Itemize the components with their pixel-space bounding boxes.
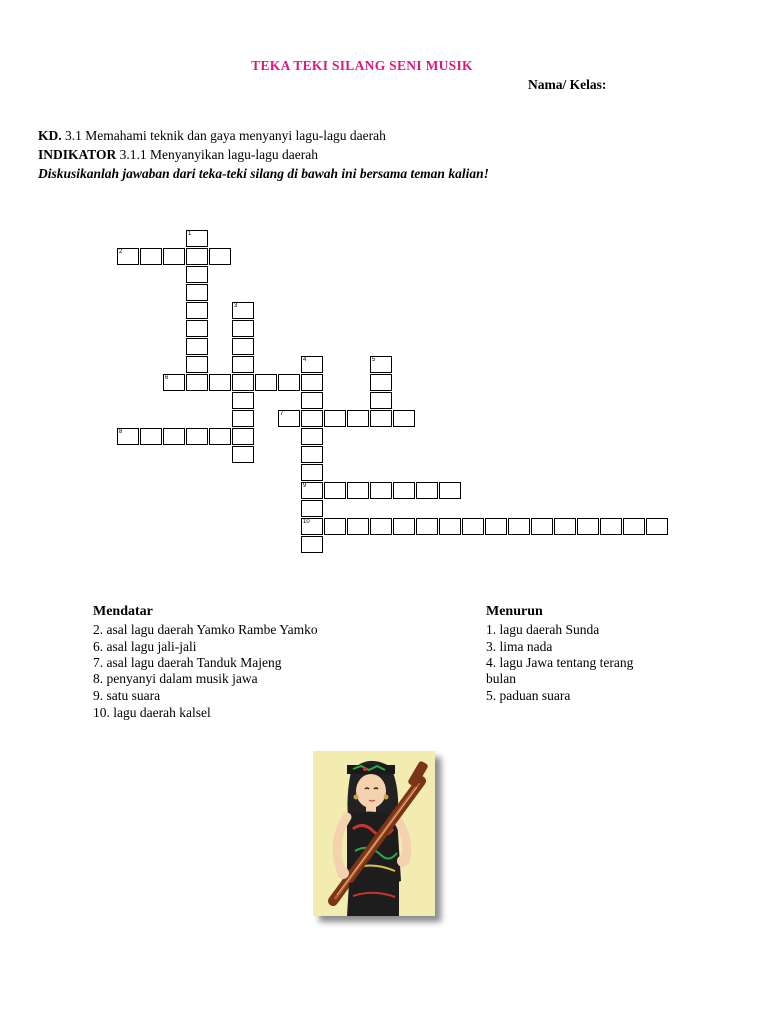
kd-label: KD. [38, 128, 62, 143]
crossword-cell[interactable] [370, 410, 392, 427]
clue-number: 8 [119, 429, 123, 435]
crossword-cell[interactable] [301, 392, 323, 409]
clue-down: bulan [486, 671, 516, 686]
clue-number: 3 [234, 303, 238, 309]
crossword-cell[interactable] [347, 410, 369, 427]
crossword-cell[interactable] [255, 374, 277, 391]
crossword-cell[interactable] [186, 356, 208, 373]
crossword-cell[interactable] [370, 356, 392, 373]
crossword-cell[interactable] [301, 482, 323, 499]
dayak-musician-illustration [313, 751, 435, 916]
crossword-cell[interactable] [301, 500, 323, 517]
crossword-cell[interactable] [186, 284, 208, 301]
crossword-cell[interactable] [301, 464, 323, 481]
crossword-cell[interactable] [232, 392, 254, 409]
crossword-cell[interactable] [186, 374, 208, 391]
crossword-cell[interactable] [554, 518, 576, 535]
indikator-label: INDIKATOR [38, 147, 117, 162]
crossword-cell[interactable] [232, 410, 254, 427]
crossword-cell[interactable] [232, 428, 254, 445]
crossword-cell[interactable] [600, 518, 622, 535]
crossword-cell[interactable] [278, 374, 300, 391]
crossword-cell[interactable] [117, 248, 139, 265]
crossword-cell[interactable] [278, 410, 300, 427]
kd-line [38, 128, 386, 144]
crossword-cell[interactable] [370, 374, 392, 391]
crossword-cell[interactable] [370, 392, 392, 409]
clue-down: 3. lima nada [486, 639, 553, 654]
clue-across: 10. lagu daerah kalsel [93, 705, 211, 720]
clue-across: 8. penyanyi dalam musik jawa [93, 671, 258, 686]
page-title: TEKA TEKI SILANG SENI MUSIK [251, 58, 473, 73]
crossword-cell[interactable] [301, 410, 323, 427]
clue-down: 4. lagu Jawa tentang terang [486, 655, 634, 670]
crossword-cell[interactable] [462, 518, 484, 535]
crossword-cell[interactable] [209, 428, 231, 445]
clue-number: 10 [303, 519, 310, 525]
clue-across: 2. asal lagu daerah Yamko Rambe Yamko [93, 622, 318, 637]
crossword-cell[interactable] [531, 518, 553, 535]
crossword-cell[interactable] [209, 248, 231, 265]
crossword-cell[interactable] [393, 518, 415, 535]
crossword-cell[interactable] [508, 518, 530, 535]
crossword-cell[interactable] [163, 428, 185, 445]
crossword-cell[interactable] [301, 518, 323, 535]
clue-down: 5. paduan suara [486, 688, 571, 703]
crossword-cell[interactable] [416, 518, 438, 535]
clue-number: 5 [372, 357, 376, 363]
indikator-text: 3.1.1 Menyanyikan lagu-lagu daerah [116, 147, 318, 162]
crossword-cell[interactable] [577, 518, 599, 535]
crossword-cell[interactable] [301, 428, 323, 445]
clue-across: 6. asal lagu jali-jali [93, 639, 197, 654]
crossword-cell[interactable] [301, 374, 323, 391]
clue-across: 9. satu suara [93, 688, 161, 703]
crossword-cell[interactable] [232, 374, 254, 391]
crossword-cell[interactable] [439, 518, 461, 535]
crossword-cell[interactable] [370, 482, 392, 499]
clue-across: 7. asal lagu daerah Tanduk Majeng [93, 655, 282, 670]
crossword-cell[interactable] [370, 518, 392, 535]
crossword-cell[interactable] [117, 428, 139, 445]
clue-number: 7 [280, 411, 284, 417]
clue-number: 4 [303, 357, 307, 363]
crossword-cell[interactable] [209, 374, 231, 391]
crossword-cell[interactable] [186, 302, 208, 319]
down-title: Menurun [486, 604, 543, 619]
crossword-cell[interactable] [393, 410, 415, 427]
crossword-cell[interactable] [623, 518, 645, 535]
clue-down: 1. lagu daerah Sunda [486, 622, 600, 637]
crossword-cell[interactable] [301, 536, 323, 553]
crossword-cell[interactable] [301, 356, 323, 373]
crossword-cell[interactable] [485, 518, 507, 535]
crossword-cell[interactable] [347, 482, 369, 499]
crossword-cell[interactable] [186, 320, 208, 337]
crossword-cell[interactable] [140, 428, 162, 445]
crossword-cell[interactable] [416, 482, 438, 499]
crossword-cell[interactable] [324, 482, 346, 499]
crossword-cell[interactable] [232, 302, 254, 319]
crossword-cell[interactable] [140, 248, 162, 265]
crossword-cell[interactable] [393, 482, 415, 499]
crossword-cell[interactable] [186, 428, 208, 445]
crossword-cell[interactable] [186, 230, 208, 247]
crossword-cell[interactable] [186, 338, 208, 355]
crossword-cell[interactable] [163, 374, 185, 391]
name-class-label: Nama/ Kelas: [528, 77, 607, 92]
crossword-cell[interactable] [186, 248, 208, 265]
instruction: Diskusikanlah jawaban dari teka-teki silang di bawah ini bersama teman kalian! [38, 166, 489, 181]
musician-drawing [313, 751, 435, 916]
clue-number: 6 [165, 375, 169, 381]
indikator-line [38, 147, 318, 163]
crossword-cell[interactable] [232, 320, 254, 337]
crossword-cell[interactable] [439, 482, 461, 499]
clue-number: 1 [188, 231, 192, 237]
crossword-cell[interactable] [232, 338, 254, 355]
clue-number: 2 [119, 249, 123, 255]
crossword-cell[interactable] [646, 518, 668, 535]
crossword-cell[interactable] [163, 248, 185, 265]
across-title: Mendatar [93, 604, 153, 619]
crossword-cell[interactable] [186, 266, 208, 283]
kd-text: 3.1 Memahami teknik dan gaya menyanyi lagu-lagu daerah [61, 128, 386, 143]
crossword-cell[interactable] [347, 518, 369, 535]
crossword-cell[interactable] [232, 446, 254, 463]
crossword-cell[interactable] [232, 356, 254, 373]
crossword-cell[interactable] [324, 410, 346, 427]
crossword-cell[interactable] [324, 518, 346, 535]
clue-number: 9 [303, 483, 307, 489]
crossword-cell[interactable] [301, 446, 323, 463]
